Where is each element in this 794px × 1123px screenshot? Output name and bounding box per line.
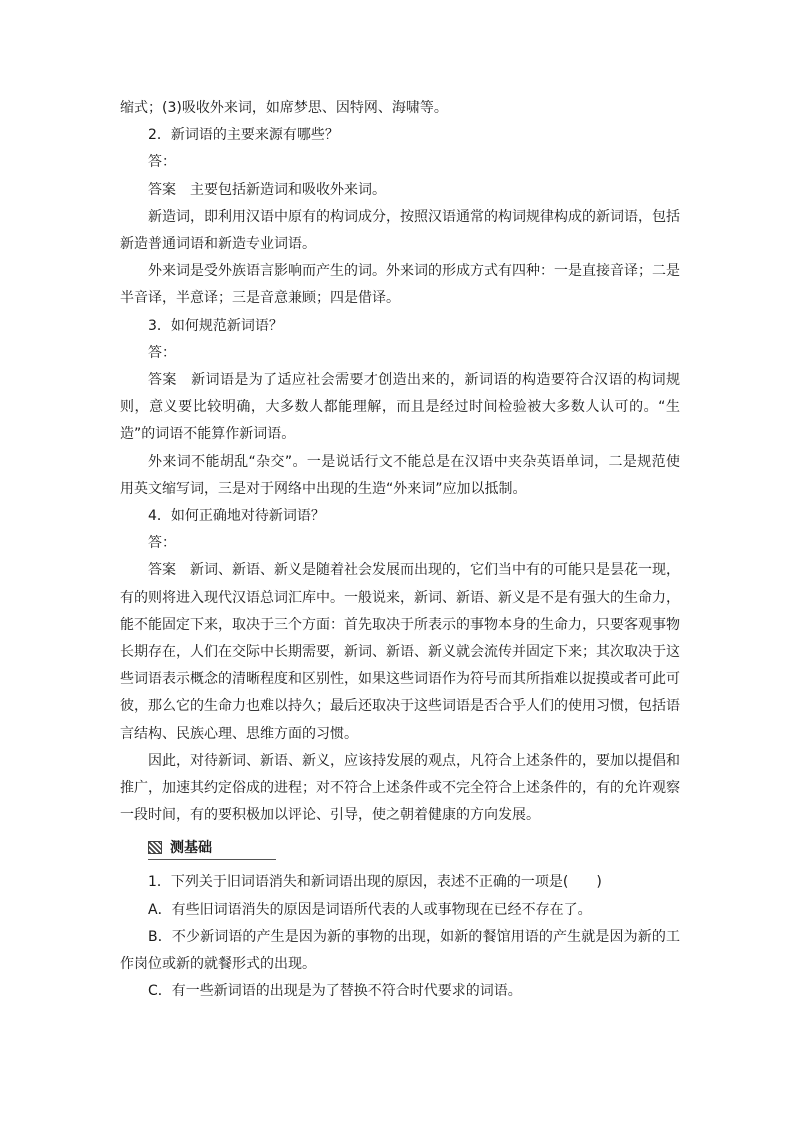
section-underline (148, 859, 276, 860)
option-a: A．有些旧词语消失的原因是词语所代表的人或事物现在已经不存在了。 (148, 901, 592, 918)
option-c: C．有一些新词语的出现是为了替换不符合时代要求的词语。 (148, 983, 522, 1000)
question-4: 4．如何正确地对待新词语？ (148, 508, 325, 525)
hatched-square-icon (148, 841, 162, 854)
document-page (120, 95, 680, 1006)
answer-2-paragraph-2: 外来词是受外族语言影响而产生的词。外来词的形成方式有四种：一是直接音译；二是半音译，半意译；三是音意兼顾；四是借译。 (120, 263, 680, 307)
answer-label-2: 答： (148, 154, 176, 171)
answer-2: 答案 主要包括新造词和吸收外来词。 (148, 181, 386, 198)
answer-2-paragraph-1: 新造词，即利用汉语中原有的构词成分，按照汉语通常的构词规律构成的新词语，包括新造普通词语和新造专业词语。 (120, 208, 680, 253)
answer-label-3: 答： (148, 344, 176, 361)
section-title: 测基础 (170, 840, 212, 857)
answer-4-paragraph-2: 因此，对待新词、新语、新义，应该持发展的观点，凡符合上述条件的，要加以提倡和推广，加速其约定俗成的进程；对不符合上述条件或不完全符合上述条件的，有的允许观察一段时间，有的要积极加以评论、引导，使之朝着健康的方向发展。 (120, 752, 680, 824)
answer-label-4: 答： (148, 535, 176, 552)
paragraph-continuation: 缩式；(3)吸收外来词，如席梦思、因特网、海啸等。 (120, 100, 448, 116)
answer-4: 答案 新词、新语、新义是随着社会发展而出现的，它们当中有的可能只是昙花一现，有的则将进入现代汉语总词汇库中。一般说来，新词、新语、新义是不是有强大的生命力，能不能固定下来，取决于三个方面：首先取决于所表示的事物本身的生命力，只要客观事物长期存在，人们在交际中长期需要，新词、新语、新义就会流传并固定下来；其次取决于这些词语表示概念的清晰程度和区别性，如果这些词语作为符号而其所指难以捉摸或者可此可彼，那么它的生命力也难以持久；最后还取决于这些词语是否合乎人们的使用习惯，包括语言结构、民族心理、思维方面的习惯。 (120, 562, 680, 742)
question-2: 2．新词语的主要来源有哪些？ (148, 127, 339, 144)
answer-3: 答案 新词语是为了适应社会需要才创造出来的，新词语的构造要符合汉语的构词规则，意义要比较明确，大多数人都能理解，而且是经过时间检验被大多数人认可的。“生造”的词语不能算作新词语。 (120, 372, 680, 443)
question-3: 3．如何规范新词语？ (148, 317, 283, 334)
section-header (148, 835, 680, 861)
option-b: B．不少新词语的产生是因为新的事物的出现，如新的餐馆用语的产生就是因为新的工作岗位或新的就餐形式的出现。 (120, 928, 680, 973)
answer-3-paragraph-2: 外来词不能胡乱“杂交”。一是说话行文不能总是在汉语中夹杂英语单词，二是规范使用英文缩写词，三是对于网络中出现的生造“外来词”应加以抵制。 (120, 453, 680, 497)
exercise-question-1: 1．下列关于旧词语消失和新词语出现的原因，表述不正确的一项是( ) (148, 874, 602, 891)
